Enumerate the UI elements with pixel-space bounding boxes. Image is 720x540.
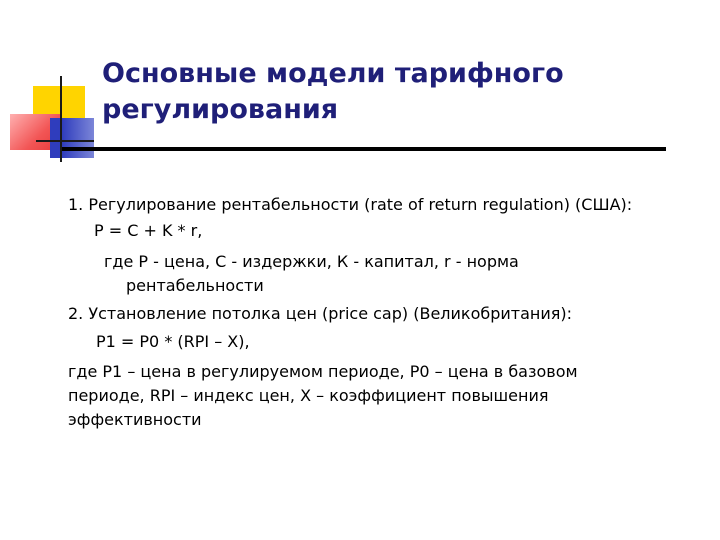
- item-1-definitions-line-2: рентабельности: [126, 276, 264, 295]
- item-2-definitions-line-3: эффективности: [68, 410, 202, 429]
- item-1-formula: P = C + K * r,: [94, 221, 203, 240]
- item-1-heading: 1. Регулирование рентабельности (rate of return regulation) (США):: [68, 195, 633, 214]
- item-2-formula: P1 = P0 * (RPI – X),: [96, 332, 250, 351]
- slide-title: [102, 56, 702, 128]
- decor-blue-square-gradient: [62, 118, 94, 158]
- item-2-definitions-line-1: где P1 – цена в регулируемом периоде, P0 – цена в базовом: [68, 362, 578, 381]
- item-2-definitions-line-2: периоде, RPI – индекс цен, X – коэффициент повышения: [68, 386, 549, 405]
- slide-title-line-1: Основные модели тарифного: [102, 58, 564, 89]
- title-underline-rule: [62, 147, 666, 151]
- decor-short-horizontal-line: [36, 140, 94, 142]
- slide-title-line-2: регулирования: [102, 94, 339, 125]
- item-2-heading: 2. Установление потолка цен (price cap) (Великобритания):: [68, 304, 573, 323]
- item-1-definitions-line-1: где P - цена, C - издержки, К - капитал, r - норма: [104, 252, 519, 271]
